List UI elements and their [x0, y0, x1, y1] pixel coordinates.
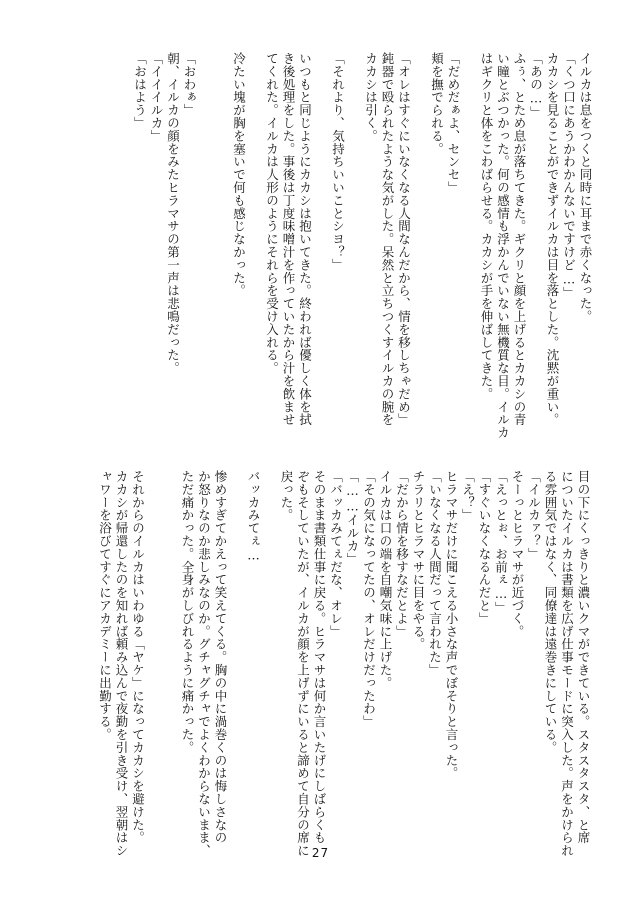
text-line [146, 470, 163, 830]
text-line: 「えっとぉ、お前ぇ…」 [493, 470, 509, 615]
text-line [214, 52, 231, 402]
text-line [261, 470, 278, 830]
text-line: イルカは口の端を自嘲気味に上げた。 [378, 470, 393, 690]
text-line: 「くつ口にあうかわかんないですけど…」 [561, 52, 577, 300]
text-line: い瞳とぶつかった。何の感情も浮かんでいない無機質な目。イルカ [495, 52, 511, 439]
text-line: 「……イルカ」 [345, 470, 360, 566]
text-line: 「おはよう」 [132, 52, 148, 130]
text-line: ただ痛かった。全身がしびれるように痛かった。 [180, 470, 195, 754]
text-line: カカシが帰還したのを知れば頼み込んで夜勤を引き受け、翌朝はシ [114, 470, 129, 857]
text-line: それからのイルカはいわゆる「ヤケ」になってカカシを避けた。 [130, 470, 146, 845]
text-line: る雰囲気ではなく、同僚達は遠巻きにしている。 [543, 470, 558, 754]
upper-text-block [131, 52, 593, 439]
text-line: ふぅ、とため息が落ちてきた。ギクリと顔を上げるとカカシの青 [512, 52, 527, 427]
text-line [346, 52, 363, 402]
text-line: 「オレはすぐにいなくなる人間なんだから、情を移しちゃだめ」 [396, 52, 412, 427]
text-line: 「え？」 [460, 470, 476, 522]
text-line: 「それより、気持ちいいことシヨ？」 [330, 52, 346, 272]
text-line [313, 52, 330, 402]
text-line: 「だから情を移すなだとよ」 [394, 470, 410, 638]
text-line: ヒラマサだけに聞こえる小さな声でぼそりと言った。 [444, 470, 459, 780]
text-line: 惨めすぎてかえって笑えてくる。胸の中に渦巻くのは悔しさなの [213, 470, 228, 845]
text-line [247, 52, 264, 402]
text-line: 鈍器で殴られたような気がした。呆然と立ちつくすイルカの腕を [380, 52, 395, 427]
text-line [197, 52, 214, 402]
text-line: か怒りなのか悲しみなのか。グチャグチャでよくわからないまま、 [196, 470, 212, 857]
text-line: 「おわぁ」 [182, 52, 197, 117]
text-line: ぞもそしていたが、イルカが顔を上げずにいると諦めて自分の席に [295, 470, 311, 857]
text-line [228, 470, 245, 830]
text-line: そーっとヒラマサが近づく。 [510, 470, 525, 638]
text-line: 「だめだぁよ、センセ」 [446, 52, 461, 194]
text-line: 「すぐいなくなるんだと」 [477, 470, 492, 625]
page-number: 27 [311, 846, 330, 860]
text-line: そのまま書類仕事に戻る。ヒラマサは何か言いたげにしばらくも [312, 470, 327, 845]
text-line: 戻った。 [279, 470, 294, 522]
text-line: 「バッカみてぇだな、オレ」 [328, 470, 344, 638]
text-line: カカシを見ることができずイルカは目を落とした。沈黙が重い。 [545, 52, 560, 427]
text-line: 朝、イルカの顔をみたヒラマサの第一声は悲鳴だった。 [165, 52, 181, 375]
text-line: バッカみてぇ… [246, 470, 261, 563]
text-line [162, 470, 179, 830]
text-line: チラリとヒラマサに目をやる。 [411, 470, 426, 651]
text-line: き後処理をした。事後は丁度味噌汁を作っていたから汁を飲ませ [281, 52, 296, 427]
text-line: 「あの…」 [528, 52, 544, 119]
text-line: ャワーを浴びてすぐにアカデミーに出勤する。 [97, 470, 113, 741]
text-line [412, 52, 429, 402]
text-line: いつもと同じようにカカシは抱いてきた。終われば優しく体を拭 [297, 52, 313, 427]
text-line: てくれた。イルカは人形のようにそれらを受け入れる。 [264, 52, 280, 375]
text-line: カカシは引く。 [363, 52, 379, 143]
text-line: 目の下にくっきりと濃いクマができている。スタスタスタ、と席 [576, 470, 591, 845]
text-line: についたイルカは書類を広げ仕事モードに突入した。声をかけられ [559, 470, 575, 857]
text-line: 「いなくなる人間だって言われた」 [427, 470, 443, 677]
text-line: 冷たい塊が胸を塞いで何も感じなかった。 [231, 52, 247, 298]
text-line: 頬を撫でられる。 [429, 52, 445, 156]
text-line: 「その気になってたの、オレだけだったわ」 [361, 470, 377, 728]
text-line: 「イイイルカ」 [149, 52, 164, 143]
text-line: はギクリと体をこわばらせる。カカシが手を伸ばしてきた。 [479, 52, 494, 401]
text-line [461, 52, 478, 402]
text-line: 「イルカァ？」 [526, 470, 542, 561]
text-line: イルカは息をつくと同時に耳まで赤くなった。 [578, 52, 593, 323]
